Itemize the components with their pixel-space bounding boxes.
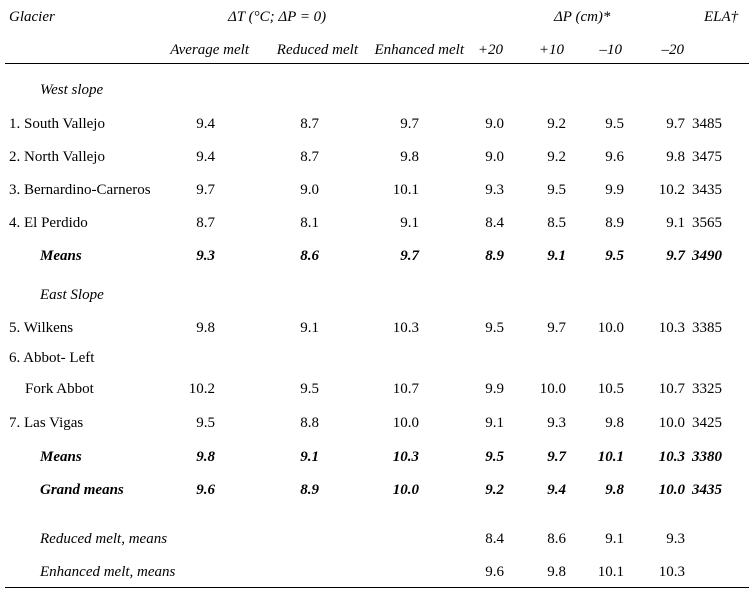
cell: 10.7 xyxy=(658,381,685,397)
header-ela: ELA† xyxy=(704,9,739,25)
cell: 9.1 xyxy=(400,215,419,231)
cell: 9.2 xyxy=(485,482,504,498)
row-name: Enhanced melt, means xyxy=(40,564,176,580)
row-name: Reduced melt, means xyxy=(40,531,168,547)
cell: 9.3 xyxy=(666,531,685,547)
cell: 10.0 xyxy=(597,320,624,336)
cell: 8.9 xyxy=(605,215,624,231)
section-label-west: West slope xyxy=(40,82,104,98)
cell: 10.0 xyxy=(539,381,566,397)
cell: 9.1 xyxy=(485,415,504,431)
header-dp-group: ΔP (cm)* xyxy=(554,9,611,25)
header-dp-plus10: +10 xyxy=(538,42,564,58)
header-glacier: Glacier xyxy=(9,9,55,25)
cell: 9.4 xyxy=(196,149,215,165)
cell: 8.7 xyxy=(300,149,319,165)
cell: 9.8 xyxy=(605,415,624,431)
bottom-rule xyxy=(5,587,749,588)
row-name: 5. Wilkens xyxy=(9,320,74,336)
row-name: Means xyxy=(40,248,82,264)
cell: 3490 xyxy=(692,248,722,264)
cell: 9.4 xyxy=(547,482,566,498)
cell: 9.7 xyxy=(666,116,685,132)
row-name: 4. El Perdido xyxy=(9,215,88,231)
cell: 9.7 xyxy=(400,248,419,264)
cell: 9.3 xyxy=(196,248,215,264)
cell: 3485 xyxy=(692,116,722,132)
cell: 10.3 xyxy=(658,564,685,580)
cell: 8.5 xyxy=(547,215,566,231)
cell: 9.5 xyxy=(196,415,215,431)
cell: 9.6 xyxy=(485,564,504,580)
cell: 9.2 xyxy=(547,149,566,165)
cell: 9.2 xyxy=(547,116,566,132)
row-name: Means xyxy=(40,449,82,465)
cell: 9.1 xyxy=(547,248,566,264)
cell: 3565 xyxy=(692,215,722,231)
cell: 10.3 xyxy=(658,320,685,336)
row-name-continued: Fork Abbot xyxy=(25,381,94,397)
cell: 9.5 xyxy=(485,320,504,336)
header-dp-plus20: +20 xyxy=(477,42,503,58)
cell: 3425 xyxy=(692,415,722,431)
cell: 8.4 xyxy=(485,531,504,547)
cell: 8.9 xyxy=(300,482,319,498)
cell: 9.9 xyxy=(605,182,624,198)
header-dp-minus20: –20 xyxy=(661,42,684,58)
cell: 9.7 xyxy=(547,320,566,336)
cell: 3380 xyxy=(692,449,722,465)
cell: 9.7 xyxy=(400,116,419,132)
cell: 10.3 xyxy=(658,449,685,465)
row-name: 6. Abbot- Left xyxy=(9,350,95,366)
row-name: 1. South Vallejo xyxy=(9,116,105,132)
cell: 9.7 xyxy=(196,182,215,198)
header-enhanced-melt: Enhanced melt xyxy=(374,42,464,58)
cell: 9.1 xyxy=(300,320,319,336)
cell: 10.3 xyxy=(392,449,419,465)
cell: 9.4 xyxy=(196,116,215,132)
cell: 9.8 xyxy=(400,149,419,165)
cell: 9.5 xyxy=(605,116,624,132)
cell: 10.0 xyxy=(392,482,419,498)
cell: 9.6 xyxy=(605,149,624,165)
cell: 9.8 xyxy=(666,149,685,165)
cell: 8.7 xyxy=(196,215,215,231)
cell: 9.5 xyxy=(605,248,624,264)
header-average-melt: Average melt xyxy=(170,42,249,58)
row-name: Grand means xyxy=(40,482,124,498)
cell: 9.5 xyxy=(300,381,319,397)
cell: 10.1 xyxy=(392,182,419,198)
cell: 8.6 xyxy=(547,531,566,547)
cell: 3325 xyxy=(692,381,722,397)
cell: 9.1 xyxy=(666,215,685,231)
cell: 9.8 xyxy=(196,320,215,336)
cell: 8.4 xyxy=(485,215,504,231)
cell: 9.0 xyxy=(485,116,504,132)
cell: 9.7 xyxy=(547,449,566,465)
cell: 9.8 xyxy=(196,449,215,465)
cell: 8.8 xyxy=(300,415,319,431)
cell: 8.6 xyxy=(300,248,319,264)
cell: 10.1 xyxy=(597,564,624,580)
cell: 9.3 xyxy=(547,415,566,431)
cell: 9.9 xyxy=(485,381,504,397)
header-dt-group: ΔT (°C; ΔP = 0) xyxy=(228,9,327,25)
cell: 10.0 xyxy=(658,415,685,431)
section-label-east: East Slope xyxy=(40,287,104,303)
cell: 9.0 xyxy=(300,182,319,198)
header-rule xyxy=(5,63,749,64)
cell: 8.9 xyxy=(485,248,504,264)
row-name: 2. North Vallejo xyxy=(9,149,105,165)
cell: 10.2 xyxy=(658,182,685,198)
cell: 9.3 xyxy=(485,182,504,198)
cell: 10.5 xyxy=(597,381,624,397)
cell: 10.2 xyxy=(188,381,215,397)
cell: 3435 xyxy=(692,482,722,498)
header-dp-minus10: –10 xyxy=(599,42,622,58)
cell: 9.6 xyxy=(196,482,215,498)
cell: 9.1 xyxy=(605,531,624,547)
cell: 8.1 xyxy=(300,215,319,231)
cell: 10.7 xyxy=(392,381,419,397)
cell: 10.0 xyxy=(392,415,419,431)
cell: 3435 xyxy=(692,182,722,198)
header-reduced-melt: Reduced melt xyxy=(276,42,358,58)
cell: 3475 xyxy=(692,149,722,165)
cell: 9.8 xyxy=(547,564,566,580)
cell: 9.0 xyxy=(485,149,504,165)
cell: 9.5 xyxy=(547,182,566,198)
cell: 9.7 xyxy=(666,248,685,264)
cell: 8.7 xyxy=(300,116,319,132)
cell: 3385 xyxy=(692,320,722,336)
cell: 10.1 xyxy=(597,449,624,465)
cell: 9.5 xyxy=(485,449,504,465)
row-name: 7. Las Vigas xyxy=(9,415,84,431)
cell: 10.0 xyxy=(658,482,685,498)
cell: 10.3 xyxy=(392,320,419,336)
cell: 9.8 xyxy=(605,482,624,498)
cell: 9.1 xyxy=(300,449,319,465)
row-name: 3. Bernardino-Carneros xyxy=(9,182,151,198)
